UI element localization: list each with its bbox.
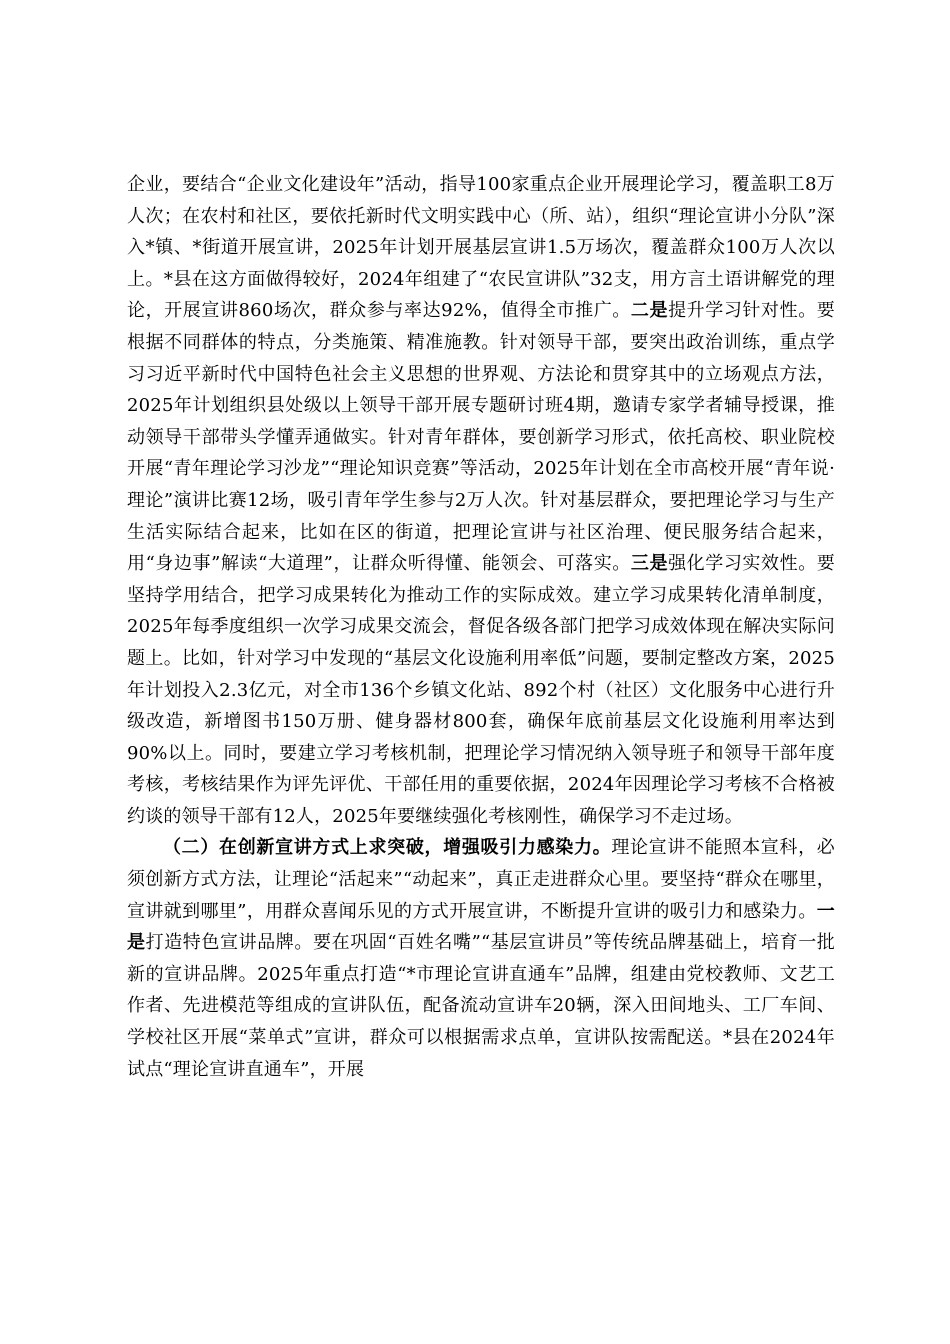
paragraph-text: 强化学习实效性。要坚持学用结合，把学习成果转化为推动工作的实际成效。建立学习成果转化清单制度，2025年每季度组织一次学习成果交流会，督促各级各部门把学习成效体现在解决实际问题上。比如，针对学习中发现的“基层文化设施利用率低”问题，要制定整改方案，2025年计划投入2.3亿元，对全市136个乡镇文化站、892个村（社区）文化服务中心进行升级改造，新增图书150万册、健身器材800套，确保年底前基层文化设施利用率达到90%以上。同时，要建立学习考核机制，把理论学习情况纳入领导班子和领导干部年度考核，考核结果作为评先评优、干部任用的重要依据，2024年因理论学习考核不合格被约谈的领导干部有12人，2025年要继续强化考核刚性，确保学习不走过场。 <box>127 553 835 827</box>
paragraph-text: 理论宣讲不能照本宣科，必须创新方式方法，让理论“活起来”“动起来”，真正走进群众心里。要坚持“群众在哪里，宣讲就到哪里”，用群众喜闻乐见的方式开展宣讲，不断提升宣讲的吸引力和感染力。 <box>127 837 835 922</box>
paragraph-text: 打造特色宣讲品牌。要在巩固“百姓名嘴”“基层宣讲员”等传统品牌基础上，培育一批新的宣讲品牌。2025年重点打造“*市理论宣讲直通车”品牌，组建由党校教师、文艺工作者、先进模范等组成的宣讲队伍，配备流动宣讲车20辆，深入田间地头、工厂车间、学校社区开展“菜单式”宣讲，群众可以根据需求点单，宣讲队按需配送。*县在2024年试点“理论宣讲直通车”，开展 <box>127 932 836 1080</box>
body-paragraph-2 <box>127 832 835 1085</box>
paragraph-marker-third: 三是 <box>630 553 669 575</box>
paragraph-text: 提升学习针对性。要根据不同群体的特点，分类施策、精准施教。针对领导干部，要突出政治训练，重点学习习近平新时代中国特色社会主义思想的世界观、方法论和贯穿其中的立场观点方法，2025年计划组织县处级以上领导干部开展专题研讨班4期，邀请专家学者辅导授课，推动领导干部带头学懂弄通做实。针对青年群体，要创新学习形式，依托高校、职业院校开展“青年理论学习沙龙”“理论知识竞赛”等活动，2025年计划在全市高校开展“青年说·理论”演讲比赛12场，吸引青年学生参与2万人次。针对基层群众，要把理论学习与生产生活实际结合起来，比如在区的街道，把理论宣讲与社区治理、便民服务结合起来，用“身边事”解读“大道理”，让群众听得懂、能领会、可落实。 <box>127 300 835 575</box>
paragraph-text: 企业，要结合“企业文化建设年”活动，指导100家重点企业开展理论学习，覆盖职工8万人次；在农村和社区，要依托新时代文明实践中心（所、站），组织“理论宣讲小分队”深入*镇、*街道开展宣讲，2025年计划开展基层宣讲1.5万场次，覆盖群众100万人次以上。*县在这方面做得较好，2024年组建了“农民宣讲队”32支，用方言土语讲解党的理论，开展宣讲860场次，群众参与率达92%，值得全市推广。 <box>127 174 835 322</box>
paragraph-marker-first: 一是 <box>127 900 835 954</box>
body-paragraph-1 <box>127 169 835 832</box>
paragraph-marker-second: 二是 <box>630 300 669 322</box>
document-body <box>127 169 835 1085</box>
section-heading: （二）在创新宣讲方式上求突破，增强吸引力感染力。 <box>163 837 612 859</box>
